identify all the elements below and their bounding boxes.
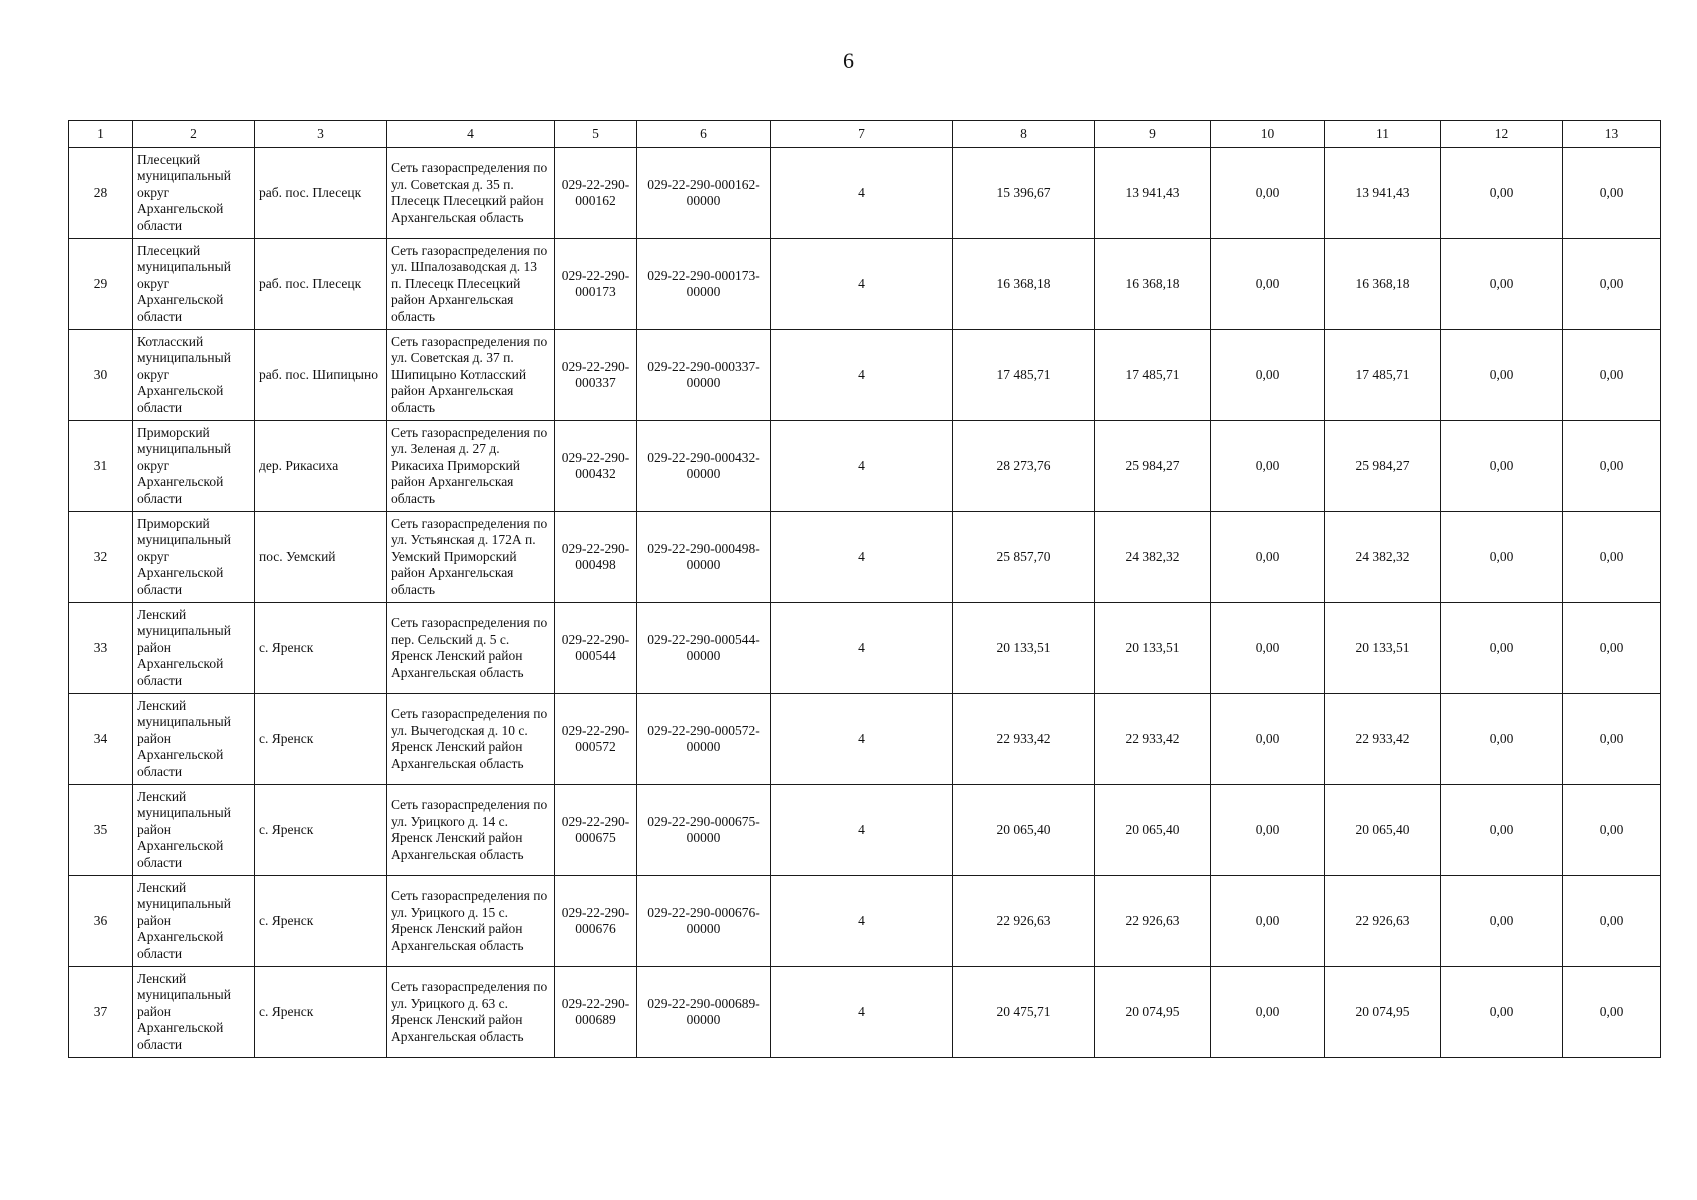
- col9-cell: 20 133,51: [1095, 603, 1211, 694]
- col8-cell: 20 475,71: [953, 967, 1095, 1058]
- col13-cell: 0,00: [1563, 876, 1661, 967]
- col8-cell: 25 857,70: [953, 512, 1095, 603]
- col11-cell: 13 941,43: [1325, 148, 1441, 239]
- district-cell: Плесецкий муниципальный округ Архангельской области: [133, 148, 255, 239]
- col7-cell: 4: [771, 785, 953, 876]
- code-cell: 029-22-290-000689: [555, 967, 637, 1058]
- table-row: [69, 512, 1661, 603]
- col11-cell: 20 065,40: [1325, 785, 1441, 876]
- table-row: [69, 148, 1661, 239]
- code-cell: 029-22-290-000162: [555, 148, 637, 239]
- object-cell: Сеть газораспределения по пер. Сельский д. 5 с. Яренск Ленский район Архангельская область: [387, 603, 555, 694]
- full-code-cell: 029-22-290-000572-00000: [637, 694, 771, 785]
- locality-cell: раб. пос. Шипицыно: [255, 330, 387, 421]
- district-cell: Плесецкий муниципальный округ Архангельской области: [133, 239, 255, 330]
- object-cell: Сеть газораспределения по ул. Советская д. 37 п. Шипицыно Котласский район Архангельская область: [387, 330, 555, 421]
- column-header-7: 7: [771, 121, 953, 148]
- column-header-2: 2: [133, 121, 255, 148]
- object-cell: Сеть газораспределения по ул. Урицкого д. 14 с. Яренск Ленский район Архангельская область: [387, 785, 555, 876]
- col13-cell: 0,00: [1563, 148, 1661, 239]
- col10-cell: 0,00: [1211, 512, 1325, 603]
- col10-cell: 0,00: [1211, 876, 1325, 967]
- code-cell: 029-22-290-000173: [555, 239, 637, 330]
- col13-cell: 0,00: [1563, 239, 1661, 330]
- col11-cell: 22 933,42: [1325, 694, 1441, 785]
- col13-cell: 0,00: [1563, 694, 1661, 785]
- row-number: 30: [69, 330, 133, 421]
- col8-cell: 28 273,76: [953, 421, 1095, 512]
- object-cell: Сеть газораспределения по ул. Урицкого д. 15 с. Яренск Ленский район Архангельская область: [387, 876, 555, 967]
- col13-cell: 0,00: [1563, 967, 1661, 1058]
- col13-cell: 0,00: [1563, 785, 1661, 876]
- full-code-cell: 029-22-290-000337-00000: [637, 330, 771, 421]
- column-header-9: 9: [1095, 121, 1211, 148]
- column-header-13: 13: [1563, 121, 1661, 148]
- row-number: 28: [69, 148, 133, 239]
- object-cell: Сеть газораспределения по ул. Урицкого д. 63 с. Яренск Ленский район Архангельская область: [387, 967, 555, 1058]
- object-cell: Сеть газораспределения по ул. Устьянская д. 172А п. Уемский Приморский район Архангельская область: [387, 512, 555, 603]
- object-cell: Сеть газораспределения по ул. Вычегодская д. 10 с. Яренск Ленский район Архангельская область: [387, 694, 555, 785]
- district-cell: Ленский муниципальный район Архангельской области: [133, 694, 255, 785]
- locality-cell: с. Яренск: [255, 694, 387, 785]
- object-cell: Сеть газораспределения по ул. Шпалозаводская д. 13 п. Плесецк Плесецкий район Архангельская область: [387, 239, 555, 330]
- col9-cell: 17 485,71: [1095, 330, 1211, 421]
- col9-cell: 22 933,42: [1095, 694, 1211, 785]
- col8-cell: 17 485,71: [953, 330, 1095, 421]
- full-code-cell: 029-22-290-000162-00000: [637, 148, 771, 239]
- code-cell: 029-22-290-000676: [555, 876, 637, 967]
- col7-cell: 4: [771, 694, 953, 785]
- col12-cell: 0,00: [1441, 785, 1563, 876]
- col12-cell: 0,00: [1441, 694, 1563, 785]
- table-body: [69, 148, 1661, 1058]
- row-number: 31: [69, 421, 133, 512]
- col9-cell: 16 368,18: [1095, 239, 1211, 330]
- col7-cell: 4: [771, 330, 953, 421]
- table-row: [69, 967, 1661, 1058]
- locality-cell: с. Яренск: [255, 785, 387, 876]
- full-code-cell: 029-22-290-000675-00000: [637, 785, 771, 876]
- row-number: 32: [69, 512, 133, 603]
- col11-cell: 20 133,51: [1325, 603, 1441, 694]
- col10-cell: 0,00: [1211, 603, 1325, 694]
- full-code-cell: 029-22-290-000173-00000: [637, 239, 771, 330]
- col9-cell: 25 984,27: [1095, 421, 1211, 512]
- locality-cell: с. Яренск: [255, 603, 387, 694]
- table-row: [69, 239, 1661, 330]
- full-code-cell: 029-22-290-000432-00000: [637, 421, 771, 512]
- code-cell: 029-22-290-000337: [555, 330, 637, 421]
- col9-cell: 24 382,32: [1095, 512, 1211, 603]
- object-cell: Сеть газораспределения по ул. Зеленая д. 27 д. Рикасиха Приморский район Архангельская область: [387, 421, 555, 512]
- table-row: [69, 603, 1661, 694]
- col13-cell: 0,00: [1563, 603, 1661, 694]
- district-cell: Ленский муниципальный район Архангельской области: [133, 785, 255, 876]
- district-cell: Приморский муниципальный округ Архангельской области: [133, 512, 255, 603]
- col12-cell: 0,00: [1441, 967, 1563, 1058]
- column-header-12: 12: [1441, 121, 1563, 148]
- col13-cell: 0,00: [1563, 330, 1661, 421]
- table-row: [69, 330, 1661, 421]
- col11-cell: 20 074,95: [1325, 967, 1441, 1058]
- locality-cell: пос. Уемский: [255, 512, 387, 603]
- column-header-8: 8: [953, 121, 1095, 148]
- full-code-cell: 029-22-290-000544-00000: [637, 603, 771, 694]
- col10-cell: 0,00: [1211, 785, 1325, 876]
- locality-cell: с. Яренск: [255, 876, 387, 967]
- district-cell: Ленский муниципальный район Архангельской области: [133, 603, 255, 694]
- col11-cell: 24 382,32: [1325, 512, 1441, 603]
- col10-cell: 0,00: [1211, 330, 1325, 421]
- col12-cell: 0,00: [1441, 512, 1563, 603]
- column-header-3: 3: [255, 121, 387, 148]
- col7-cell: 4: [771, 239, 953, 330]
- col9-cell: 22 926,63: [1095, 876, 1211, 967]
- col10-cell: 0,00: [1211, 421, 1325, 512]
- table-row: [69, 421, 1661, 512]
- col10-cell: 0,00: [1211, 694, 1325, 785]
- code-cell: 029-22-290-000498: [555, 512, 637, 603]
- row-number: 33: [69, 603, 133, 694]
- col9-cell: 20 065,40: [1095, 785, 1211, 876]
- col12-cell: 0,00: [1441, 876, 1563, 967]
- district-cell: Ленский муниципальный район Архангельской области: [133, 876, 255, 967]
- col9-cell: 13 941,43: [1095, 148, 1211, 239]
- col13-cell: 0,00: [1563, 421, 1661, 512]
- district-cell: Приморский муниципальный округ Архангельской области: [133, 421, 255, 512]
- col7-cell: 4: [771, 603, 953, 694]
- col8-cell: 15 396,67: [953, 148, 1095, 239]
- column-header-11: 11: [1325, 121, 1441, 148]
- code-cell: 029-22-290-000675: [555, 785, 637, 876]
- col9-cell: 20 074,95: [1095, 967, 1211, 1058]
- row-number: 34: [69, 694, 133, 785]
- col13-cell: 0,00: [1563, 512, 1661, 603]
- col10-cell: 0,00: [1211, 239, 1325, 330]
- locality-cell: раб. пос. Плесецк: [255, 239, 387, 330]
- column-header-10: 10: [1211, 121, 1325, 148]
- col11-cell: 22 926,63: [1325, 876, 1441, 967]
- code-cell: 029-22-290-000572: [555, 694, 637, 785]
- col8-cell: 22 933,42: [953, 694, 1095, 785]
- header-row: [69, 121, 1661, 148]
- data-table: [68, 120, 1661, 1058]
- row-number: 35: [69, 785, 133, 876]
- col12-cell: 0,00: [1441, 603, 1563, 694]
- col7-cell: 4: [771, 967, 953, 1058]
- full-code-cell: 029-22-290-000689-00000: [637, 967, 771, 1058]
- table-row: [69, 876, 1661, 967]
- row-number: 36: [69, 876, 133, 967]
- col7-cell: 4: [771, 512, 953, 603]
- code-cell: 029-22-290-000432: [555, 421, 637, 512]
- table-row: [69, 785, 1661, 876]
- column-header-5: 5: [555, 121, 637, 148]
- locality-cell: дер. Рикасиха: [255, 421, 387, 512]
- locality-cell: с. Яренск: [255, 967, 387, 1058]
- col8-cell: 20 133,51: [953, 603, 1095, 694]
- col7-cell: 4: [771, 148, 953, 239]
- col11-cell: 25 984,27: [1325, 421, 1441, 512]
- full-code-cell: 029-22-290-000498-00000: [637, 512, 771, 603]
- col12-cell: 0,00: [1441, 421, 1563, 512]
- object-cell: Сеть газораспределения по ул. Советская д. 35 п. Плесецк Плесецкий район Архангельская область: [387, 148, 555, 239]
- code-cell: 029-22-290-000544: [555, 603, 637, 694]
- column-header-1: 1: [69, 121, 133, 148]
- col10-cell: 0,00: [1211, 148, 1325, 239]
- row-number: 37: [69, 967, 133, 1058]
- col12-cell: 0,00: [1441, 330, 1563, 421]
- district-cell: Ленский муниципальный район Архангельской области: [133, 967, 255, 1058]
- col7-cell: 4: [771, 421, 953, 512]
- col7-cell: 4: [771, 876, 953, 967]
- col11-cell: 16 368,18: [1325, 239, 1441, 330]
- col12-cell: 0,00: [1441, 148, 1563, 239]
- col8-cell: 16 368,18: [953, 239, 1095, 330]
- district-cell: Котласский муниципальный округ Архангельской области: [133, 330, 255, 421]
- locality-cell: раб. пос. Плесецк: [255, 148, 387, 239]
- column-header-6: 6: [637, 121, 771, 148]
- page-number: 6: [843, 48, 854, 73]
- column-header-4: 4: [387, 121, 555, 148]
- table-row: [69, 694, 1661, 785]
- col12-cell: 0,00: [1441, 239, 1563, 330]
- col10-cell: 0,00: [1211, 967, 1325, 1058]
- full-code-cell: 029-22-290-000676-00000: [637, 876, 771, 967]
- col8-cell: 20 065,40: [953, 785, 1095, 876]
- col8-cell: 22 926,63: [953, 876, 1095, 967]
- col11-cell: 17 485,71: [1325, 330, 1441, 421]
- row-number: 29: [69, 239, 133, 330]
